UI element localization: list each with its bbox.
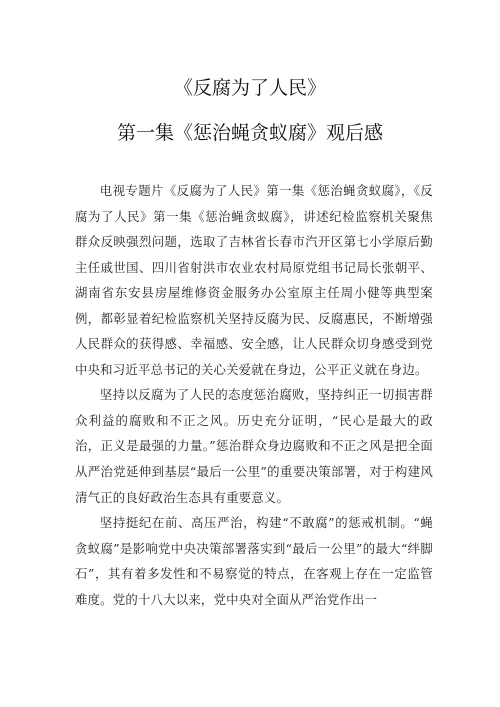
document-title: 《反腐为了人民》 — [173, 77, 326, 99]
paragraph-anti-corruption-attitude: 坚持以反腐为了人民的态度惩治腐败，坚持纠正一切损害群众利益的腐败和不正之风。历史充分证明，“民心是最大的政治，正义是最强的力量。”惩治群众身边腐败和不正之风是把全面从严治党延伸到基层“最后一公里”的重要决策部署，对于构建风清气正的良好政治生态具有重要意义。 — [75, 387, 433, 505]
paragraph-discipline-mechanism: 坚持挺纪在前、高压严治，构建“不敢腐”的惩戒机制。“蝇贪蚁腐”是影响党中央决策部署落实到“最后一公里”的最大“绊脚石”，其有着多发性和不易察觉的特点，在客观上存在一定监管难度。党的十八大以来，党中央对全面从严治党作出一 — [75, 515, 433, 607]
document-body — [75, 178, 433, 612]
paragraph-intro: 电视专题片《反腐为了人民》第一集《惩治蝇贪蚁腐》，《反腐为了人民》第一集《惩治蝇贪蚁腐》，讲述纪检监察机关聚焦群众反映强烈问题，选取了吉林省长春市汽开区第七小学原后勤主任戚世国、四川省射洪市农业农村局原党组书记局长张朝平、湖南省东安县房屋维修资金服务办公室原主任周小健等典型案例，都彰显着纪检监察机关坚持反腐为民、反腐惠民，不断增强人民群众的获得感、幸福感、安全感，让人民群众切身感受到党中央和习近平总书记的关心关爱就在身边，公平正义就在身边。 — [75, 183, 433, 377]
document-subtitle: 第一集《惩治蝇贪蚁腐》观后感 — [116, 122, 383, 144]
